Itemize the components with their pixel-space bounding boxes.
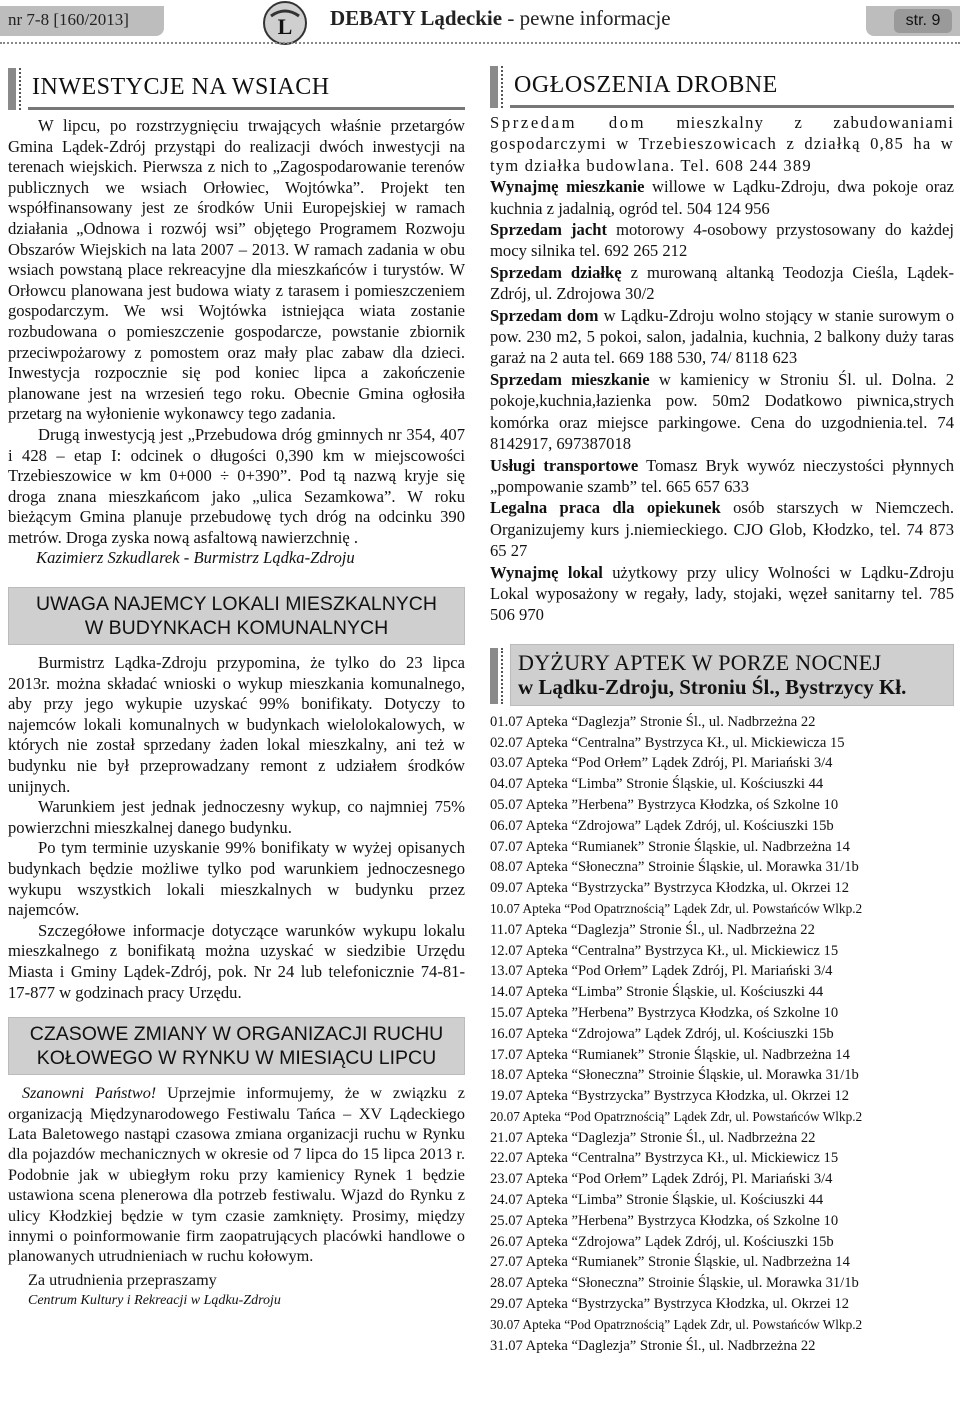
- tenants-notice-paragraph-1: Burmistrz Lądka-Zdroju przypomina, że tylko do 23 lipca 2013r. można składać wnioski o wykup mieszkania komunalnego, aby przy jego wykupie uzyskać 99% bonifikaty. Dotyczy to najemców lokali komunalnych w budynkach wielolokalowych, w których nie został sprzedany żaden lokal mieszkalny, ani też w budynku nie był przeprowadzany remont z udziałem środków unijnych.: [8, 653, 465, 796]
- ad-lead: Wynajmę lokal: [490, 562, 603, 582]
- tenants-notice-heading-line-2: W BUDYNKACH KOMUNALNYCH: [84, 617, 389, 640]
- paper-title: [330, 6, 671, 31]
- tenants-notice-heading: [8, 587, 465, 645]
- debaty-logo-icon: [262, 0, 308, 46]
- ad-lead: Legalna praca dla opiekunek: [490, 498, 721, 518]
- pharmacy-duty-item: 16.07 Apteka “Zdrojowa” Lądek Zdrój, ul. Kościuszki 15b: [490, 1025, 834, 1042]
- issue-tab: [0, 6, 164, 36]
- header-divider: [0, 42, 960, 44]
- left-column: [8, 62, 465, 1311]
- traffic-notice-signature: Centrum Kultury i Rekreacji w Lądku-Zdroju: [28, 1292, 281, 1308]
- pharmacy-duty-item: 26.07 Apteka “Zdrojowa” Lądek Zdrój, ul. Kościuszki 15b: [490, 1233, 834, 1250]
- pharmacy-heading-bar: [490, 644, 954, 708]
- ad-text: z murowaną altanką Teodozja Cieśla, Lądek-Zdrój, ul. Zdrojowa 30/2: [490, 262, 954, 304]
- ad-text: osób starszych w Niemczech. Organizujemy kurs j.niemieckiego. CJO Glob, Kłodzko, tel. 74 873 65 27: [490, 498, 954, 561]
- ad-item: [490, 497, 954, 561]
- pharmacy-duty-item: 11.07 Apteka “Daglezja” Stronie Śl., ul. Nadbrzeżna 22: [490, 921, 815, 938]
- pharmacy-duty-list: [490, 712, 954, 1357]
- traffic-notice-heading-line-1: CZASOWE ZMIANY W ORGANIZACJI RUCHU: [29, 1023, 444, 1046]
- ad-lead: Usługi transportowe: [490, 455, 639, 475]
- tenants-notice-heading-line-1: UWAGA NAJEMCY LOKALI MIESZKALNYCH: [36, 593, 437, 616]
- traffic-notice-heading: [8, 1017, 465, 1075]
- tenants-notice-paragraph-2: Warunkiem jest jednak jednoczesny wykup, co najmniej 75% powierzchni mieszkalnej danego budynku.: [8, 797, 465, 837]
- pharmacy-duty-item: 02.07 Apteka “Centralna” Bystrzyca Kł., ul. Mickiewicza 15: [490, 734, 845, 751]
- ad-item: [490, 219, 954, 262]
- ads-heading: OGŁOSZENIA DROBNE: [514, 72, 778, 98]
- ad-item: [490, 562, 954, 626]
- investments-heading: INWESTYCJE NA WSIACH: [32, 74, 330, 100]
- ad-lead: Wynajmę mieszkanie: [490, 177, 645, 197]
- ad-text: willowe w Lądku-Zdroju, dwa pokoje oraz kuchnia z jadalnią, ogród tel. 504 124 956: [490, 177, 954, 218]
- traffic-notice-heading-line-2: KOŁOWEGO W RYNKU W MIESIĄCU LIPCU: [36, 1047, 437, 1070]
- ad-lead: Sprzedam mieszkanie: [490, 369, 650, 389]
- traffic-notice-text: Uprzejmie informujemy, że w związku z organizacją Międzynarodowego Festiwalu Tańca – XV Lądeckiego Lata Baletowego nastąpi czasowa zmiana organizacji ruchu w Rynku dla pojazdów mechanicznych w okresie od 7 lipca do 15 lipca 2013 r. Podobnie jak w ubiegłym roku przy kamienicy Rynek 1 będzie ustawiona scena plenerowa dla potrzeb festiwalu. Wjazd do Rynku z ulicy Kłodzkiej będzie w tym czasie zamknięty. Prosimy, między innymi o poinformowanie firm zaopatrujących placówki handlowe o planowanych utrudnieniach w ruchu kołowym.: [8, 1084, 465, 1266]
- paper-title-bold: DEBATY Lądeckie: [330, 6, 503, 30]
- ad-lead: Sprzedam działkę: [490, 262, 622, 282]
- heading-marker-dotted: [501, 648, 504, 704]
- pharmacy-duty-item: 13.07 Apteka “Pod Orłem” Lądek Zdrój, Pl. Mariański 3/4: [490, 963, 833, 980]
- pharmacy-duty-item: 12.07 Apteka “Centralna” Bystrzyca Kł., ul. Mickiewicz 15: [490, 942, 839, 959]
- pharmacy-duty-item: 30.07 Apteka “Pod Opatrznością” Lądek Zdr, ul. Powstańców Wlkp.2: [490, 1316, 863, 1332]
- pharmacy-duty-item: 25.07 Apteka ”Herbena” Bystrzyca Kłodzka, oś Szkolne 10: [490, 1212, 839, 1229]
- pharmacy-duty-item: 05.07 Apteka ”Herbena” Bystrzyca Kłodzka, oś Szkolne 10: [490, 796, 839, 813]
- pharmacy-duty-item: 03.07 Apteka “Pod Orłem” Lądek Zdrój, Pl. Mariański 3/4: [490, 755, 833, 772]
- pharmacy-duty-item: 24.07 Apteka “Limba” Stronie Śląskie, ul. Kościuszki 44: [490, 1192, 824, 1209]
- ad-item: [490, 305, 954, 369]
- issue-number: nr 7-8 [160/2013]: [8, 10, 129, 29]
- pharmacy-duty-item: 04.07 Apteka “Limba” Stronie Śląskie, ul. Kościuszki 44: [490, 776, 824, 793]
- tenants-notice-paragraph-4: Szczegółowe informacje dotyczące warunków wykupu lokalu mieszkalnego z bonifikatą można uzyskać w siedzibie Urzędu Miasta i Gminy Lądek-Zdrój, pok. Nr 24 lub telefonicznie 74-81-17-877 w godzinach pracy Urzędu.: [8, 920, 465, 1002]
- heading-marker: [490, 648, 498, 704]
- ad-text: w kamienicy w Stroniu Śl. ul. Dolna. 2 pokoje,kuchnia,łazienka pow. 50m2 Dodatkowo piwnica,strych komórka oraz miejsce parkingowe. Cena do uzgodnienia.tel. 74 8142917, 697387018: [490, 369, 954, 454]
- pharmacy-duty-item: 08.07 Apteka “Słoneczna” Stroinie Śląskie, ul. Morawka 31/1b: [490, 859, 859, 876]
- page-number-tab: [866, 6, 960, 36]
- investments-paragraph-1: W lipcu, po rozstrzygnięciu trwających właśnie przetargów Gmina Lądek-Zdrój przystąpi do realizacji dwóch inwestycji na terenach wiejskich. Pierwsza z nich to „Zagospodarowanie terenów publicznych we wsiach Orłowiec, Wojtówka”. Projekt ten współfinansowany jest ze środków Unii Europejskiej w ramach działania „Odnowa i rozwój wsi” objętego Programem Rozwoju Obszarów Wiejskich na lata 2007 – 2013. W ramach zadania w obu wsiach powstaną place rekreacyjne dla mieszkańców i turystów. W Orłowcu planowana jest budowa wiaty z tarasem i pomieszczeniem gospodarczym. We wsi Wojtówka istniejąca wiata zostanie rozbudowana o pomieszczenie gospodarcze, powstanie zbiornik przeciwpożarowy z pomostem oraz mały plac zabaw dla dzieci. Inwestycja rozpocznie się pod koniec lipca a zakończenie planowane jest na wrzesień tego roku. Obecnie Gmina ogłosiła przetarg na wyłonienie wykonawcy tego zadania.: [8, 116, 465, 424]
- ad-item: [490, 455, 954, 498]
- ad-item: [490, 369, 954, 455]
- pharmacy-duty-item: 06.07 Apteka “Zdrojowa” Lądek Zdrój, ul. Kościuszki 15b: [490, 817, 834, 834]
- ad-item: [490, 262, 954, 305]
- pharmacy-duty-item: 23.07 Apteka “Pod Orłem” Lądek Zdrój, Pl. Mariański 3/4: [490, 1171, 833, 1188]
- ad-text: w Lądku-Zdroju wolno stojący w stanie surowym o pow. 230 m2, 5 pokoi, salon, jadalnia, kuchnia, 2 balkony duży taras garaż na 2 auta tel. 669 188 530, 74/ 8118 623: [490, 305, 954, 368]
- ad-text: mieszkalny z zabudowaniami gospodarczymi w Trzebieszowicach z działką 0,85 ha w tym działka budowlana. Tel. 608 244 389: [490, 113, 955, 175]
- investments-signature: Kazimierz Szkudlarek - Burmistrz Lądka-Zdroju: [36, 548, 355, 568]
- pharmacy-duty-item: 10.07 Apteka “Pod Opatrznością” Lądek Zdr, ul. Powstańców Wlkp.2: [490, 900, 863, 916]
- heading-marker: [490, 66, 498, 108]
- pharmacy-duty-item: 29.07 Apteka “Bystrzycka” Bystrzyca Kłodzka, ul. Okrzei 12: [490, 1296, 850, 1313]
- pharmacy-duty-item: 01.07 Apteka “Daglezja” Stronie Śl., ul. Nadbrzeżna 22: [490, 713, 816, 730]
- ad-item: [490, 112, 954, 176]
- tenants-notice-paragraph-3: Po tym terminie uzyskanie 99% bonifikaty w wyżej opisanych budynkach będzie możliwe tylko pod warunkiem jednoczesnego wykupu wszystkich lokali mieszkalnych w budynku przez najemców.: [8, 838, 465, 920]
- pharmacy-duty-item: 18.07 Apteka “Słoneczna” Stroinie Śląskie, ul. Morawka 31/1b: [490, 1067, 859, 1084]
- heading-marker-dotted: [19, 68, 22, 110]
- ad-lead: Sprzedam dom: [490, 113, 647, 132]
- heading-marker: [8, 68, 16, 110]
- pharmacy-duty-item: 20.07 Apteka “Pod Opatrznością” Lądek Zdr, ul. Powstańców Wlkp.2: [490, 1108, 863, 1124]
- pharmacy-duty-item: 21.07 Apteka “Daglezja” Stronie Śl., ul. Nadbrzeżna 22: [490, 1129, 816, 1146]
- pharmacy-duty-item: 27.07 Apteka “Rumianek” Stronie Śląskie, ul. Nadbrzeżna 14: [490, 1254, 850, 1271]
- pharmacy-duty-item: 19.07 Apteka “Bystrzycka” Bystrzyca Kłodzka, ul. Okrzei 12: [490, 1088, 850, 1105]
- pharmacy-duty-item: 28.07 Apteka “Słoneczna” Stroinie Śląskie, ul. Morawka 31/1b: [490, 1275, 859, 1292]
- pharmacy-heading-line-1: DYŻURY APTEK W PORZE NOCNEJ: [518, 649, 882, 675]
- pharmacy-duty-item: 31.07 Apteka “Daglezja” Stronie Śl., ul. Nadbrzeżna 22: [490, 1337, 816, 1354]
- ad-text: Tomasz Bryk wywóz nieczystości płynnych „pompowanie szamb” tel. 665 657 633: [490, 455, 954, 496]
- ad-item: [490, 176, 954, 219]
- ad-lead: Sprzedam jacht: [490, 220, 607, 240]
- traffic-notice-body: [8, 1083, 465, 1267]
- ad-text: użytkowy przy ulicy Wolności w Lądku-Zdroju Lokal wyposażony w regały, lady, stojaki, węzeł sanitarny tel. 785 506 970: [490, 562, 954, 625]
- pharmacy-heading-line-2: w Lądku-Zdroju, Stroniu Śl., Bystrzycy Kł.: [518, 674, 907, 699]
- pharmacy-duty-item: 09.07 Apteka “Bystrzycka” Bystrzyca Kłodzka, ul. Okrzei 12: [490, 880, 850, 897]
- ads-heading-bar: [490, 62, 954, 110]
- page-header: [0, 0, 960, 40]
- traffic-notice-apology: Za utrudnienia przepraszamy: [28, 1270, 217, 1289]
- logo-letter: L: [277, 14, 293, 39]
- heading-marker-dotted: [501, 66, 504, 108]
- heading-underline: [510, 105, 954, 108]
- paper-title-rest: - pewne informacje: [502, 6, 671, 30]
- pharmacy-duty-item: 17.07 Apteka “Rumianek” Stronie Śląskie, ul. Nadbrzeżna 14: [490, 1046, 850, 1063]
- investments-paragraph-2: Drugą inwestycją jest „Przebudowa dróg gminnych nr 354, 407 i 428 – etap I: odcinek o długości 0,390 km w miejscowości Trzebieszowice w km 0+000 ÷ 0+390”. Pod tą nazwą kryje się droga znana mieszkańcom jako „ulica Sezamkowa”. W roku bieżącym Gmina planuje przebudowę tych dróg na odcinku 390 metrów. Droga zyska nową asfaltową nawierzchnię .: [8, 424, 465, 547]
- page-number: str. 9: [894, 9, 952, 33]
- ad-text: motorowy 4-osobowy przystosowany do każdej mocy silnika tel. 692 265 212: [490, 220, 954, 261]
- investments-heading-bar: [8, 62, 465, 112]
- pharmacy-duty-item: 14.07 Apteka “Limba” Stronie Śląskie, ul. Kościuszki 44: [490, 984, 824, 1001]
- classified-ads: [490, 112, 954, 626]
- traffic-notice-greeting: Szanowni Państwo!: [22, 1084, 157, 1103]
- pharmacy-duty-item: 22.07 Apteka “Centralna” Bystrzyca Kł., ul. Mickiewicz 15: [490, 1150, 839, 1167]
- pharmacy-duty-item: 15.07 Apteka ”Herbena” Bystrzyca Kłodzka, oś Szkolne 10: [490, 1004, 839, 1021]
- right-column: [490, 62, 954, 1356]
- heading-underline: [28, 107, 465, 110]
- ad-lead: Sprzedam dom: [490, 305, 599, 325]
- pharmacy-duty-item: 07.07 Apteka “Rumianek” Stronie Śląskie, ul. Nadbrzeżna 14: [490, 838, 850, 855]
